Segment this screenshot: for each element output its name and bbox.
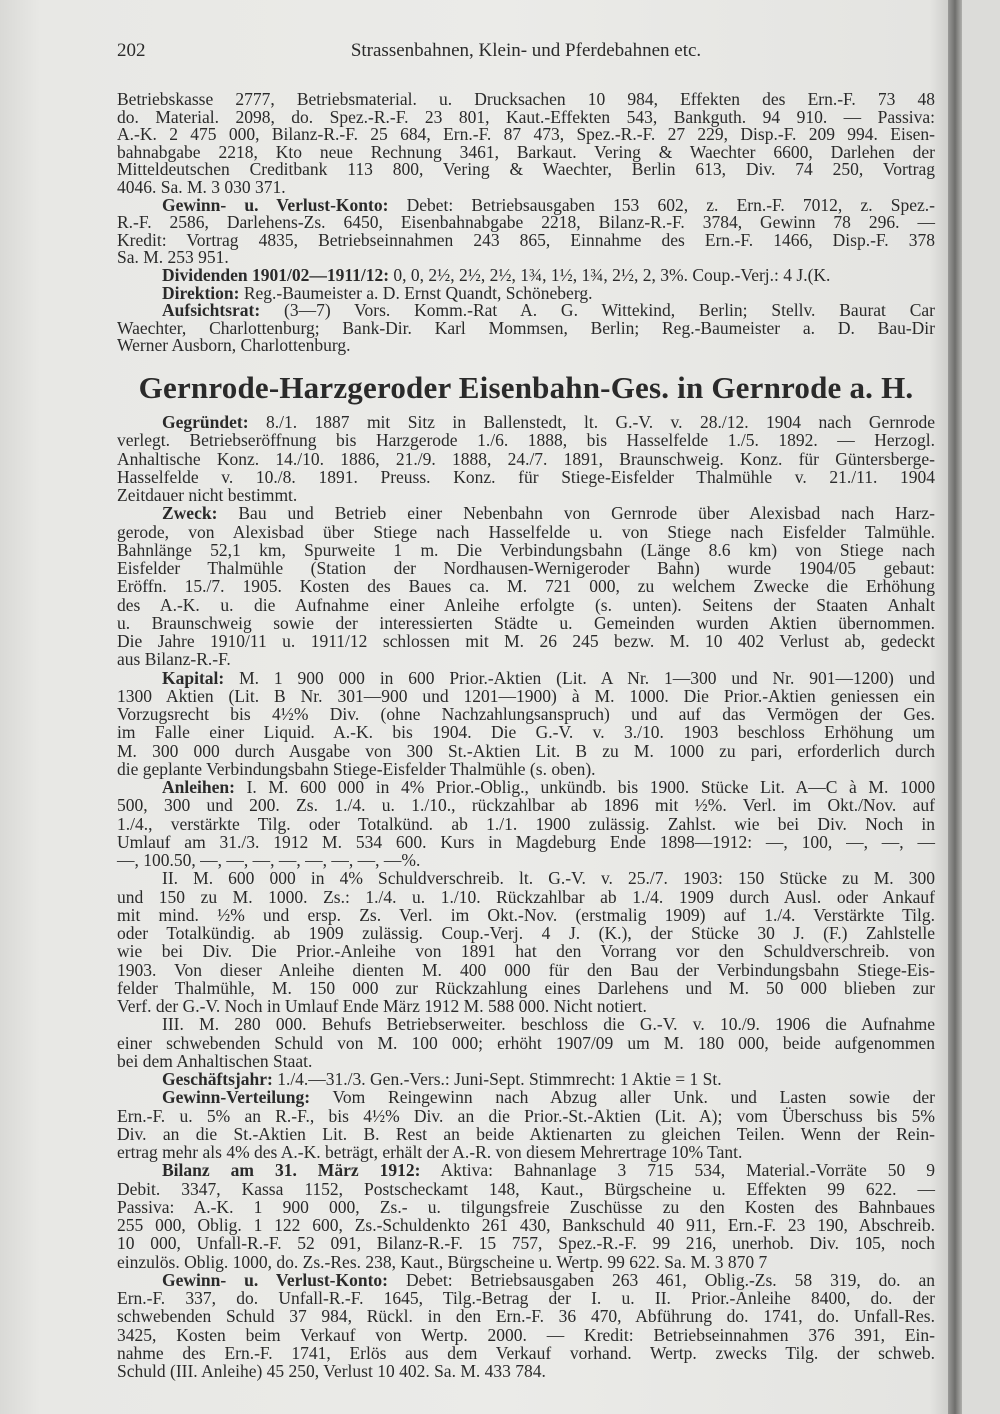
text-line: do. Material. 2098, do. Spez.-R.-F. 23 801, Kaut.-Effekten 543, Bankguth. 94 910. — Passiva: [117,106,935,127]
section-label: Gegründet: [162,412,249,432]
text-line: Verf. der G.-V. Noch in Umlauf Ende März 1912 M. 588 000. Nicht notiert. [117,996,647,1016]
text-line: Geschäftsjahr: 1./4.—31./3. Gen.-Vers.: Juni-Sept. Stimmrecht: 1 Aktie = 1 St. [162,1069,722,1089]
text-line: Vorzugsrecht bis 4½% Div. (ohne Nachzahlungsanspruch) und auf das Vermögen der Ges. [117,704,935,724]
company-title: Gernrode-Harzgeroder Eisenbahn-Ges. in Gernrode a. H. [138,370,914,405]
text-line: Direktion: Reg.-Baumeister a. D. Ernst Quandt, Schöneberg. [162,282,593,303]
page-number: 202 [117,40,146,61]
text-line: 1903. Von dieser Anleihe dienten M. 400 000 für den Bau der Verbindungsbahn Stiege-Eis- [117,959,935,980]
text-line: Eröffn. 15./7. 1905. Kosten des Baues ca. M. 721 000, zu welchem Zwecke die Erhöhung [117,576,935,597]
text-line: Die Jahre 1910/11 u. 1911/12 schlossen mit M. 26 245 bezw. M. 10 402 Verlust ab, gedeckt [117,631,935,651]
text-line: Zeitdauer nicht bestimmt. [117,485,298,505]
text-line: Ern.-F. 337, do. Unfall-R.-F. 1645, Tilg.-Betrag der I. u. II. Prior.-Anleihe 8400, do. der [117,1288,935,1308]
text-line: Hasselfelde v. 10./8. 1891. Preuss. Konz. für Stiege-Eisfelder Thalmühle v. 21./11. 1904 [117,466,935,487]
text-line: Schuld (III. Anleihe) 45 250, Verlust 10 402. Sa. M. 433 784. [117,1361,546,1381]
company-section [117,413,935,1380]
text-line: wie bei Div. Die Prior.-Anleihe von 1891 hat den Vorrang vor den Schuldverschreib. von [117,941,935,962]
text-line: 4046. Sa. M. 3 030 371. [117,176,286,197]
text-line: R.-F. 2586, Darlehens-Zs. 6450, Eisenbahnabgabe 2218, Bilanz-R.-F. 3784, Gewinn 78 296. — [117,212,935,233]
previous-company-section [117,91,935,355]
text-line: M. 300 000 durch Ausgabe von 300 St.-Aktien Lit. B zu M. 1000 zu pari, erforderlich durch [117,740,935,761]
text-line: Aufsichtsrat: (3—7) Vors. Komm.-Rat A. G. Wittekind, Berlin; Stellv. Baurat Car [162,300,935,321]
text-line: Debit. 3347, Kassa 1152, Postscheckamt 148, Kaut., Bürgscheine u. Effekten 99 622. — [117,1178,935,1199]
text-line: und 150 zu M. 1000. Zs.: 1./4. u. 1./10. Rückzahlbar ab 1./4. 1909 durch Ausl. oder Ankauf [117,886,935,907]
text-line: mit mind. ½% und ersp. Zs. Verl. im Okt.-Nov. (erstmalig 1909) auf 1./4. Verstärkte Tilg. [117,904,935,925]
text-line: schwebenden Schuld 37 984, Rückl. in den Ern.-F. 36 470, Abführung do. 1741, do. Unfall-Res. [117,1306,935,1327]
text-line: Werner Ausborn, Charlottenburg. [117,335,351,356]
section-label: Aufsichtsrat: [162,300,261,321]
text-line: 1./4., verstärkte Tilg. oder Totalkünd. ab 1./1. 1900 zulässig. Zahlst. wie bei Div. Noch in [117,813,935,834]
text-line: A.-K. 2 475 000, Bilanz-R.-F. 25 684, Ern.-F. 87 473, Spez.-R.-F. 27 229, Disp.-F. 209 994. Eisen- [117,124,935,145]
text-line: einzulös. Oblig. 1000, do. Zs.-Res. 238, Kaut., Bürgscheine u. Wertp. 99 622. Sa. M. 3 870 7 [117,1251,768,1272]
text-line: Umlauf am 31./3. 1912 M. 534 600. Kurs in Magdeburg Ende 1898—1912: —, 100, —, —, — [117,831,935,852]
text-line: II. M. 600 000 in 4% Schuldverschreib. lt. G.-V. v. 25./7. 1903: 150 Stücke zu M. 300 [162,868,935,889]
section-label: Zweck: [162,503,218,524]
text-line: 500, 300 und 200. Zs. 1./4. u. 1./10., rückzahlbar ab 1896 mit ½%. Verl. im Okt./Nov. auf [117,795,935,816]
text-line: verlegt. Betriebseröffnung bis Harzgerode 1./6. 1888, bis Hasselfelde 1./5. 1892. — Herzogl. [117,430,935,451]
text-line: Div. an die St.-Aktien Lit. B. Rest an beide Aktienarten zu gleichen Teilen. Wenn der Rein- [117,1123,935,1144]
text-line: felder Thalmühle, M. 150 000 zur Rückzahlung eines Darlehens und M. 50 000 blieben zur [117,977,935,998]
text-line: 3425, Kosten beim Verkauf von Wertp. 2000. — Kredit: Betriebseinnahmen 376 391, Ein- [117,1324,935,1345]
text-line: Zweck: Bau und Betrieb einer Nebenbahn von Gernrode über Alexisbad nach Harz- [162,503,935,524]
text-line: bei dem Anhaltischen Staat. [117,1050,313,1071]
text-line: Anhaltische Konz. 14./10. 1886, 21./9. 1888, 24./7. 1891, Braunschweig. Konz. für Güntersberge- [117,448,935,469]
text-line: Ern.-F. u. 5% an R.-F., bis 4½% Div. an die Prior.-St.-Aktien (Lit. A); vom Überschuss bis 5% [117,1105,935,1126]
section-label: Direktion: [162,282,240,303]
text-line: bahnabgabe 2218, Kto neue Rechnung 3461, Barkaut. Vering & Waechter 6600, Darlehen der [117,141,935,162]
text-line: Eisfelder Thalmühle (Station der Nordhausen-Wernigeroder Bahn) wurde 1904/05 gebaut: [117,558,935,578]
section-label: Bilanz am 31. März 1912: [162,1160,421,1181]
text-line: Passiva: A.-K. 1 900 000, Zs.- u. tilgungsfreie Zuschüsse zu den Kosten des Bahnbaues [117,1196,935,1217]
text-line: aus Bilanz-R.-F. [117,649,231,670]
text-line: u. Braunschweig sowie der interessierten Städte u. Gemeinden wurden Aktien übernommen. [117,612,935,633]
text-line: nahme des Ern.-F. 1741, Erlös aus dem Verkauf vorhand. Wertp. zwecks Tilg. der schweb. [117,1342,935,1363]
section-label: Dividenden 1901/02—1911/12: [162,264,390,285]
page-gutter [948,0,962,1414]
text-line: Sa. M. 253 951. [117,247,229,268]
text-line: Mitteldeutschen Creditbank 113 800, Vering & Waechter, Berlin 613, Div. 74 250, Vortrag [117,159,935,180]
text-line: Gegründet: 8./1. 1887 mit Sitz in Ballenstedt, lt. G.-V. v. 28./12. 1904 nach Gernrode [162,412,935,432]
text-line: einer schwebenden Schuld von M. 100 000; erhöht 1907/09 um M. 180 000, beide aufgenommen [117,1032,935,1053]
text-line: Gewinn-Verteilung: Vom Reingewinn nach Abzug aller Unk. und Lasten sowie der [162,1087,935,1108]
text-line: im Falle einer Liquid. A.-K. bis 1904. Die G.-V. v. 3./10. 1903 beschloss Erhöhung um [117,722,935,743]
text-line: Betriebskasse 2777, Betriebsmaterial. u. Drucksachen 10 984, Effekten des Ern.-F. 73 48 [117,89,935,109]
text-line: Gewinn- u. Verlust-Konto: Debet: Betriebsausgaben 153 602, z. Ern.-F. 7012, z. Spez.- [162,194,935,215]
text-line: Dividenden 1901/02—1911/12: 0, 0, 2½, 2½, 2½, 1¾, 1½, 1¾, 2½, 2, 3%. Coup.-Verj.: 4 J.(K. [162,264,831,285]
text-line: 1300 Aktien (Lit. B Nr. 301—900 und 1201—1900) à M. 1000. Die Prior.-Aktien geniessen ein [117,685,935,706]
running-title: Strassenbahnen, Klein- und Pferdebahnen etc. [350,40,702,61]
text-line: Kapital: M. 1 900 000 in 600 Prior.-Aktien (Lit. A Nr. 1—300 und Nr. 901—1200) und [162,667,935,688]
text-line: ertrag mehr als 4% des A.-K. beträgt, erhält der A.-R. von diesem Mehrertrage 10% Tant. [117,1142,743,1162]
text-line: Kredit: Vortrag 4835, Betriebseinnahmen 243 865, Einnahme des Ern.-F. 1466, Disp.-F. 378 [117,229,935,250]
text-line: des A.-K. u. die Aufnahme einer Anleihe erfolgte (s. unten). Seitens der Staaten Anhalt [117,594,935,615]
text-line: 10 000, Unfall-R.-F. 52 091, Bilanz-R.-F. 15 757, Spez.-R.-F. 99 216, unerhob. Div. 105, noch [117,1233,935,1254]
text-line: Bilanz am 31. März 1912: Aktiva: Bahnanlage 3 715 534, Material.-Vorräte 50 9 [162,1160,936,1181]
text-line: Anleihen: I. M. 600 000 in 4% Prior.-Oblig., unkündb. bis 1900. Stücke Lit. A—C à M. 1000 [162,777,935,797]
text-line: gerode, von Alexisbad über Stiege nach Hasselfelde u. von Stiege nach Eisfelder Talmühle. [117,521,935,542]
section-label: Anleihen: [162,777,235,797]
text-line: oder Totalkündig. ab 1909 zulässig. Coup.-Verj. 4 J. (K.), der Stücke 30 J. (F.) Zahlstelle [117,923,935,943]
text-line: III. M. 280 000. Behufs Betriebserweiter. beschloss die G.-V. v. 10./9. 1906 die Aufnahme [162,1014,935,1035]
section-label: Gewinn- u. Verlust-Konto: [162,194,389,215]
text-line: 255 000, Oblig. 1 122 600, Zs.-Schuldenkto 261 430, Bankschuld 40 911, Ern.-F. 23 190, Abschreib. [117,1215,935,1235]
section-label: Geschäftsjahr: [162,1069,273,1089]
text-line: Bahnlänge 52,1 km, Spurweite 1 m. Die Verbindungsbahn (Länge 8.6 km) von Stiege nach [117,539,935,560]
section-label: Kapital: [162,667,225,688]
text-line: Gewinn- u. Verlust-Konto: Debet: Betriebsausgaben 263 461, Oblig.-Zs. 58 319, do. an [162,1269,935,1290]
section-label: Gewinn-Verteilung: [162,1087,311,1108]
section-label: Gewinn- u. Verlust-Konto: [162,1269,388,1290]
adjacent-page-edge [962,0,1000,1414]
text-line: Waechter, Charlottenburg; Bank-Dir. Karl Mommsen, Berlin; Reg.-Baumeister a. D. Bau-Dir [117,317,935,338]
text-line: —, 100.50, —, —, —, —, —, —, —, —%. [117,850,421,870]
text-line: die geplante Verbindungsbahn Stiege-Eisfelder Thalmühle (s. oben). [117,758,596,779]
